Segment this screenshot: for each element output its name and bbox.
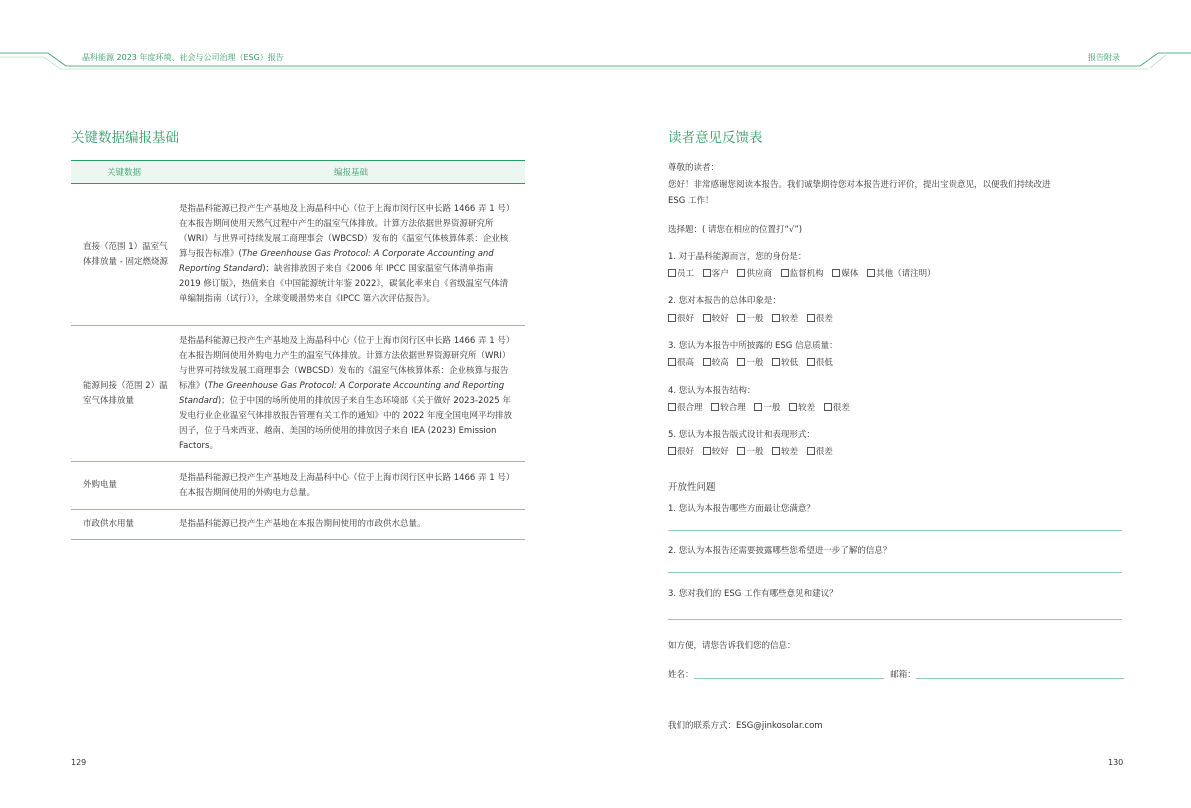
option[interactable]: 较高 bbox=[703, 358, 729, 368]
checkbox[interactable] bbox=[668, 358, 676, 366]
option[interactable]: 一般 bbox=[737, 447, 763, 457]
options-q4 bbox=[668, 401, 856, 413]
checkbox[interactable] bbox=[703, 358, 711, 366]
option[interactable]: 一般 bbox=[754, 403, 780, 413]
table-row bbox=[71, 510, 525, 540]
option[interactable]: 较差 bbox=[789, 403, 815, 413]
open-questions-title: 开放性问题 bbox=[668, 482, 716, 493]
option[interactable]: 一般 bbox=[737, 358, 763, 368]
checkbox[interactable] bbox=[668, 314, 676, 322]
checkbox[interactable] bbox=[807, 447, 815, 455]
data-name-cell: 市政供水用量 bbox=[71, 510, 177, 540]
table-header-row bbox=[71, 161, 525, 184]
intro-line-1: 您好！非常感谢您阅读本报告。我们诚挚期待您对本报告进行评价，提出宝贵意见，以便我们持续改进 bbox=[668, 180, 1051, 190]
name-field[interactable] bbox=[694, 678, 884, 679]
option[interactable]: 较合理 bbox=[711, 403, 746, 413]
checkbox[interactable] bbox=[703, 447, 711, 455]
data-basis-cell: 是指晶科能源已投产生产基地及上海晶科中心（位于上海市闵行区申长路 1466 弄 1 号）在本报告期间使用天然气过程中产生的温室气体排放。计算方法依据世界资源研究所（WRI）与世界可持续发展工商理事会（WBCSD）发布的《温室气体核算体系：企业核算与报告标准》(The Greenhouse Gas Protocol: A Corporate Accounting and Reporting Standard)；缺省排放因子来自《2006 年 IPCC 国家温室气体清单指南 2019 修订版》，热值来自《中国能源统计年鉴 2022》，碳氧化率来自《省级温室气体清单编制指南（试行）》，全球变暖潜势来自《IPCC 第六次评估报告》。 bbox=[177, 184, 525, 326]
checkbox[interactable] bbox=[711, 403, 719, 411]
checkbox[interactable] bbox=[807, 314, 815, 322]
answer-line-1[interactable] bbox=[668, 530, 1122, 531]
option[interactable]: 供应商 bbox=[737, 269, 772, 279]
table-row bbox=[71, 326, 525, 462]
option[interactable]: 较差 bbox=[772, 314, 798, 324]
answer-line-2[interactable] bbox=[668, 572, 1122, 573]
option[interactable]: 很好 bbox=[668, 447, 694, 457]
question-3: 3. 您认为本报告中所披露的 ESG 信息质量： bbox=[668, 341, 838, 351]
option[interactable]: 客户 bbox=[703, 269, 729, 279]
intro-line-2: ESG 工作！ bbox=[668, 196, 714, 206]
checkbox[interactable] bbox=[668, 403, 676, 411]
open-question-3: 3. 您对我们的 ESG 工作有哪些意见和建议？ bbox=[668, 589, 838, 599]
option[interactable]: 较好 bbox=[703, 314, 729, 324]
section-label: 报告附录 bbox=[1088, 53, 1120, 62]
options-q3 bbox=[668, 356, 839, 368]
option[interactable]: 很好 bbox=[668, 314, 694, 324]
data-name-cell: 能源间接（范围 2）温室气体排放量 bbox=[71, 326, 177, 462]
checkbox[interactable] bbox=[772, 447, 780, 455]
option[interactable]: 很差 bbox=[807, 314, 833, 324]
checkbox[interactable] bbox=[737, 269, 745, 277]
data-name-cell: 外购电量 bbox=[71, 462, 177, 510]
page-number-left: 129 bbox=[71, 758, 87, 767]
greeting: 尊敬的读者： bbox=[668, 163, 720, 173]
option[interactable]: 其他（请注明） bbox=[867, 269, 936, 279]
option[interactable]: 较差 bbox=[772, 447, 798, 457]
checkbox[interactable] bbox=[772, 358, 780, 366]
key-data-table bbox=[71, 160, 525, 540]
data-basis-cell: 是指晶科能源已投产生产基地及上海晶科中心（位于上海市闵行区申长路 1466 弄 1 号）在本报告期间使用外购电力产生的温室气体排放。计算方法依据世界资源研究所（WRI）与世界可持续发展工商理事会（WBCSD）发布的《温室气体核算体系：企业核算与报告标准》(The Greenhouse Gas Protocol: A Corporate Accounting and Reporting Standard)；位于中国的场所使用的排放因子来自生态环境部《关于做好 2023-2025 年发电行业企业温室气体排放报告管理有关工作的通知》中的 2022 年度全国电网平均排放因子，位于马来西亚、越南、美国的场所使用的排放因子来自 IEA (2023) Emission Factors。 bbox=[177, 326, 525, 462]
table-row bbox=[71, 184, 525, 326]
name-row bbox=[668, 668, 1124, 680]
question-2: 2. 您对本报告的总体印象是： bbox=[668, 296, 781, 306]
option[interactable]: 较低 bbox=[772, 358, 798, 368]
checkbox[interactable] bbox=[867, 269, 875, 277]
checkbox[interactable] bbox=[737, 447, 745, 455]
option[interactable]: 较好 bbox=[703, 447, 729, 457]
option[interactable]: 很差 bbox=[824, 403, 850, 413]
option[interactable]: 监督机构 bbox=[781, 269, 824, 279]
email-label: 邮箱： bbox=[890, 670, 916, 680]
option[interactable]: 很合理 bbox=[668, 403, 703, 413]
open-question-1: 1. 您认为本报告哪些方面最让您满意？ bbox=[668, 504, 815, 514]
options-q1 bbox=[668, 267, 942, 279]
question-1: 1. 对于晶科能源而言，您的身份是： bbox=[668, 252, 807, 262]
page-number-right: 130 bbox=[1108, 758, 1124, 767]
name-label: 姓名： bbox=[668, 670, 694, 680]
option[interactable]: 很高 bbox=[668, 358, 694, 368]
option[interactable]: 媒体 bbox=[832, 269, 858, 279]
email-field[interactable] bbox=[916, 678, 1124, 679]
contact-info: 我们的联系方式：ESG@jinkosolar.com bbox=[668, 721, 823, 731]
instruction: 选择题：( 请您在相应的位置打“√”) bbox=[668, 225, 803, 235]
data-basis-cell: 是指晶科能源已投产生产基地及上海晶科中心（位于上海市闵行区申长路 1466 弄 1 号）在本报告期间使用的外购电力总量。 bbox=[177, 462, 525, 510]
checkbox[interactable] bbox=[789, 403, 797, 411]
data-basis-cell: 是指晶科能源已投产生产基地在本报告期间使用的市政供水总量。 bbox=[177, 510, 525, 540]
open-question-2: 2. 您认为本报告还需要披露哪些您希望进一步了解的信息？ bbox=[668, 546, 892, 556]
checkbox[interactable] bbox=[754, 403, 762, 411]
checkbox[interactable] bbox=[737, 358, 745, 366]
checkbox[interactable] bbox=[807, 358, 815, 366]
page-title-feedback: 读者意见反馈表 bbox=[668, 130, 763, 146]
checkbox[interactable] bbox=[703, 314, 711, 322]
column-header: 编报基础 bbox=[177, 161, 525, 184]
option[interactable]: 员工 bbox=[668, 269, 694, 279]
answer-line-3[interactable] bbox=[668, 619, 1122, 620]
info-prompt: 如方便，请您告诉我们您的信息： bbox=[668, 641, 796, 651]
options-q5 bbox=[668, 445, 839, 457]
checkbox[interactable] bbox=[703, 269, 711, 277]
checkbox[interactable] bbox=[668, 269, 676, 277]
question-4: 4. 您认为本报告结构： bbox=[668, 386, 756, 396]
checkbox[interactable] bbox=[824, 403, 832, 411]
page-title-key-data: 关键数据编报基础 bbox=[71, 130, 179, 146]
data-name-cell: 直接（范围 1）温室气体排放量 - 固定燃烧源 bbox=[71, 184, 177, 326]
report-title: 晶科能源 2023 年度环境、社会与公司治理（ESG）报告 bbox=[82, 53, 284, 62]
question-5: 5. 您认为本报告版式设计和表现形式： bbox=[668, 430, 815, 440]
option[interactable]: 很差 bbox=[807, 447, 833, 457]
checkbox[interactable] bbox=[832, 269, 840, 277]
option[interactable]: 很低 bbox=[807, 358, 833, 368]
option[interactable]: 一般 bbox=[737, 314, 763, 324]
column-header: 关键数据 bbox=[71, 161, 177, 184]
options-q2 bbox=[668, 312, 839, 324]
table-row bbox=[71, 462, 525, 510]
checkbox[interactable] bbox=[668, 447, 676, 455]
checkbox[interactable] bbox=[781, 269, 789, 277]
checkbox[interactable] bbox=[737, 314, 745, 322]
checkbox[interactable] bbox=[772, 314, 780, 322]
